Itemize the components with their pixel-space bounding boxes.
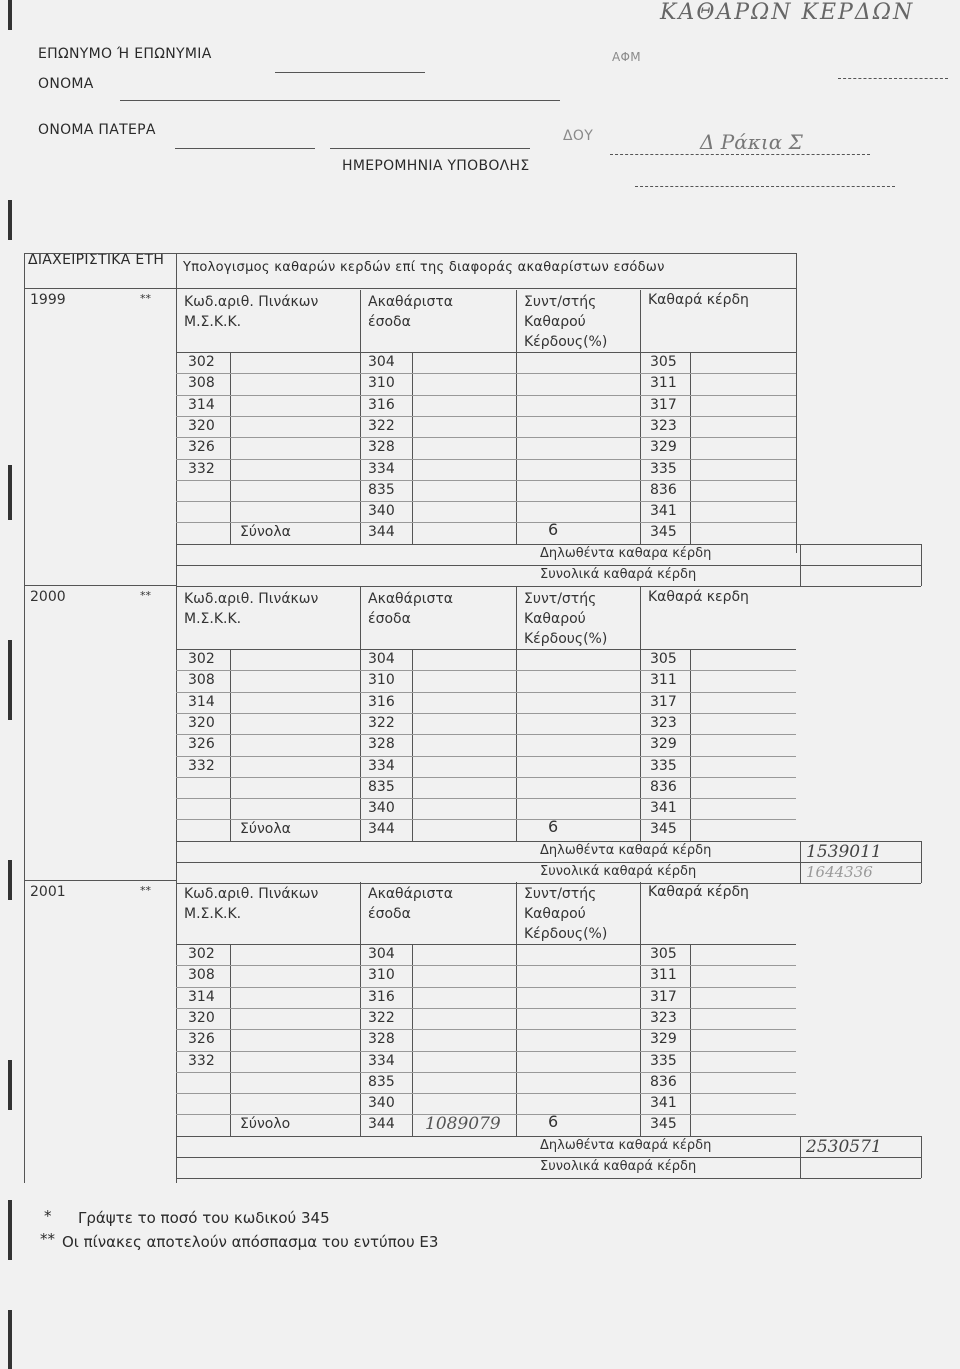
- total-code-344: 344: [368, 524, 395, 541]
- table-row-code: 310: [368, 967, 395, 984]
- totals-label: Σύνολο: [240, 1116, 291, 1133]
- column-header-net-profit: Καθαρά κέρδη: [648, 292, 749, 308]
- table-row-code: 326: [188, 439, 215, 456]
- footnote-star: *: [44, 1207, 52, 1225]
- column-header-code: Κωδ.αριθ. Πινάκων Μ.Σ.Κ.Κ.: [184, 886, 319, 922]
- total-net-profit-label: Συνολικά καθαρά κέρδη: [540, 1158, 697, 1174]
- footnote-2: Οι πίνακες αποτελούν απόσπασμα του εντύπου Ε3: [62, 1233, 439, 1251]
- table-row-code: 320: [188, 1009, 215, 1026]
- table-row-code: 314: [188, 396, 215, 413]
- profit-coefficient: 6: [548, 520, 559, 540]
- table-row-code: 311: [650, 672, 677, 689]
- total-code-345: 345: [650, 524, 677, 541]
- totals-label: Σύνολα: [240, 524, 291, 541]
- profit-coefficient: 6: [548, 817, 559, 837]
- doy-value: Δ Ράκια Σ: [700, 130, 803, 154]
- table-row-code: 836: [650, 481, 677, 498]
- table-row-code: 311: [650, 967, 677, 984]
- table-row-code: 322: [368, 1009, 395, 1026]
- total-code-344: 344: [368, 821, 395, 838]
- table-row-code: 334: [368, 757, 395, 774]
- column-header-gross-income: Ακαθάριστα έσοδα: [368, 294, 454, 330]
- father-line-2: [330, 148, 530, 149]
- table-row-code: 332: [188, 1052, 215, 1069]
- year-label: 1999: [30, 292, 66, 308]
- table-row-code: 329: [650, 736, 677, 753]
- profit-coefficient: 6: [548, 1112, 559, 1132]
- table-row-code: 320: [188, 714, 215, 731]
- footnote-1: Γράψτε το ποσό του κωδικού 345: [78, 1209, 330, 1227]
- year-note-mark: **: [140, 884, 151, 897]
- table-row-code: 302: [188, 354, 215, 370]
- table-row-code: 836: [650, 1073, 677, 1090]
- table-row-code: 316: [368, 396, 395, 413]
- table-row-code: 304: [368, 946, 395, 962]
- doy-label: ΔΟΥ: [563, 128, 594, 144]
- submission-date-label: ΗΜΕΡΟΜΗΝΙΑ ΥΠΟΒΟΛΗΣ: [342, 158, 530, 174]
- total-net-profit-label: Συνολικά καθαρά κέρδη: [540, 566, 697, 582]
- binder-mark: [8, 860, 12, 900]
- table-row-code: 323: [650, 714, 677, 731]
- total-code-345: 345: [650, 821, 677, 838]
- table-row-code: 322: [368, 417, 395, 434]
- column-header-net-profit: Καθαρά κερδη: [648, 589, 749, 605]
- table-row-code: 835: [368, 1073, 395, 1090]
- column-header-coefficient: Συντ/στής Καθαρού Κέρδους(%): [524, 591, 608, 647]
- table-row-code: 328: [368, 439, 395, 456]
- table-row-code: 310: [368, 672, 395, 689]
- binder-mark: [8, 200, 12, 240]
- binder-mark: [8, 1200, 12, 1260]
- table-row-code: 322: [368, 714, 395, 731]
- table-row-code: 314: [188, 988, 215, 1005]
- column-header-code: Κωδ.αριθ. Πινάκων Μ.Σ.Κ.Κ.: [184, 591, 319, 627]
- table-row-code: 835: [368, 778, 395, 795]
- table-row-code: 340: [368, 503, 395, 520]
- name-line: [120, 100, 560, 101]
- table-row-code: 836: [650, 778, 677, 795]
- table-row-code: 305: [650, 651, 677, 667]
- date-line: [635, 186, 895, 187]
- year-label: 2000: [30, 589, 66, 605]
- table-row-code: 317: [650, 396, 677, 413]
- footnote-double-star: **: [40, 1230, 55, 1248]
- table-row-code: 302: [188, 946, 215, 962]
- table-row-code: 304: [368, 651, 395, 667]
- afm-label: ΑΦΜ: [612, 50, 641, 64]
- table-row-code: 326: [188, 736, 215, 753]
- column-header-coefficient: Συντ/στής Καθαρού Κέρδους(%): [524, 886, 608, 942]
- table-row-code: 302: [188, 651, 215, 667]
- table-row-code: 329: [650, 1031, 677, 1048]
- table-row-code: 305: [650, 354, 677, 370]
- table-row-code: 335: [650, 1052, 677, 1069]
- column-header-gross-income: Ακαθάριστα έσοδα: [368, 591, 454, 627]
- doy-line: [610, 154, 870, 155]
- table-row-code: 305: [650, 946, 677, 962]
- table-row-code: 308: [188, 967, 215, 984]
- table-row-code: 317: [650, 988, 677, 1005]
- fiscal-years-label: ΔΙΑΧΕΙΡΙΣΤΙΚΑ ΕΤΗ: [28, 252, 165, 268]
- year-note-mark: **: [140, 589, 151, 602]
- table-row-code: 335: [650, 460, 677, 477]
- year-label: 2001: [30, 884, 66, 900]
- total-code-344: 344: [368, 1116, 395, 1133]
- page-title: ΚΑΘΑΡΩΝ ΚΕΡΔΩΝ: [660, 0, 915, 25]
- table-row-code: 323: [650, 1009, 677, 1026]
- table-row-code: 341: [650, 1095, 677, 1112]
- declared-net-profit-value: 1539011: [806, 841, 882, 862]
- table-row-code: 334: [368, 460, 395, 477]
- declared-net-profit-value: 2530571: [806, 1136, 882, 1157]
- total-net-profit-value: 1644336: [806, 862, 873, 881]
- table-row-code: 304: [368, 354, 395, 370]
- table-row-code: 323: [650, 417, 677, 434]
- binder-mark: [8, 0, 12, 30]
- table-row-code: 334: [368, 1052, 395, 1069]
- column-header-gross-income: Ακαθάριστα έσοδα: [368, 886, 454, 922]
- afm-line: [838, 78, 948, 79]
- column-header-code: Κωδ.αριθ. Πινάκων Μ.Σ.Κ.Κ.: [184, 294, 319, 330]
- table-row-code: 328: [368, 736, 395, 753]
- calculation-title: Υπολογισμος καθαρών κερδών επί της διαφοράς ακαθαρίστων εσόδων: [183, 260, 665, 275]
- total-net-profit-label: Συνολικά καθαρά κέρδη: [540, 863, 697, 879]
- column-header-net-profit: Καθαρά κέρδη: [648, 884, 749, 900]
- year-note-mark: **: [140, 292, 151, 305]
- table-row-code: 340: [368, 1095, 395, 1112]
- name-label: ΟΝΟΜΑ: [38, 76, 94, 92]
- table-row-code: 341: [650, 800, 677, 817]
- table-row-code: 308: [188, 375, 215, 392]
- declared-net-profit-label: Δηλωθέντα καθαρά κέρδη: [540, 842, 712, 858]
- declared-net-profit-label: Δηλωθέντα καθαρα κέρδη: [540, 545, 712, 561]
- table-row-code: 332: [188, 757, 215, 774]
- table-row-code: 328: [368, 1031, 395, 1048]
- father-line: [175, 148, 315, 149]
- gross-income-total: 1089079: [425, 1114, 501, 1135]
- table-row-code: 310: [368, 375, 395, 392]
- surname-label: ΕΠΩΝΥΜΟ Ή ΕΠΩΝΥΜΙΑ: [38, 46, 212, 62]
- binder-mark: [8, 640, 12, 720]
- binder-mark: [8, 465, 12, 520]
- table-row-code: 341: [650, 503, 677, 520]
- table-row-code: 308: [188, 672, 215, 689]
- totals-label: Σύνολα: [240, 821, 291, 838]
- table-row-code: 314: [188, 693, 215, 710]
- table-row-code: 316: [368, 693, 395, 710]
- surname-line: [275, 72, 425, 73]
- table-row-code: 311: [650, 375, 677, 392]
- table-row-code: 317: [650, 693, 677, 710]
- table-row-code: 335: [650, 757, 677, 774]
- table-row-code: 340: [368, 800, 395, 817]
- total-code-345: 345: [650, 1116, 677, 1133]
- father-name-label: ΟΝΟΜΑ ΠΑΤΕΡΑ: [38, 122, 156, 138]
- table-row-code: 326: [188, 1031, 215, 1048]
- declared-net-profit-label: Δηλωθέντα καθαρά κέρδη: [540, 1137, 712, 1153]
- column-header-coefficient: Συντ/στής Καθαρού Κέρδους(%): [524, 294, 608, 350]
- table-row-code: 320: [188, 417, 215, 434]
- table-row-code: 316: [368, 988, 395, 1005]
- table-row-code: 332: [188, 460, 215, 477]
- table-row-code: 329: [650, 439, 677, 456]
- binder-mark: [8, 1310, 12, 1369]
- binder-mark: [8, 1060, 12, 1110]
- table-row-code: 835: [368, 481, 395, 498]
